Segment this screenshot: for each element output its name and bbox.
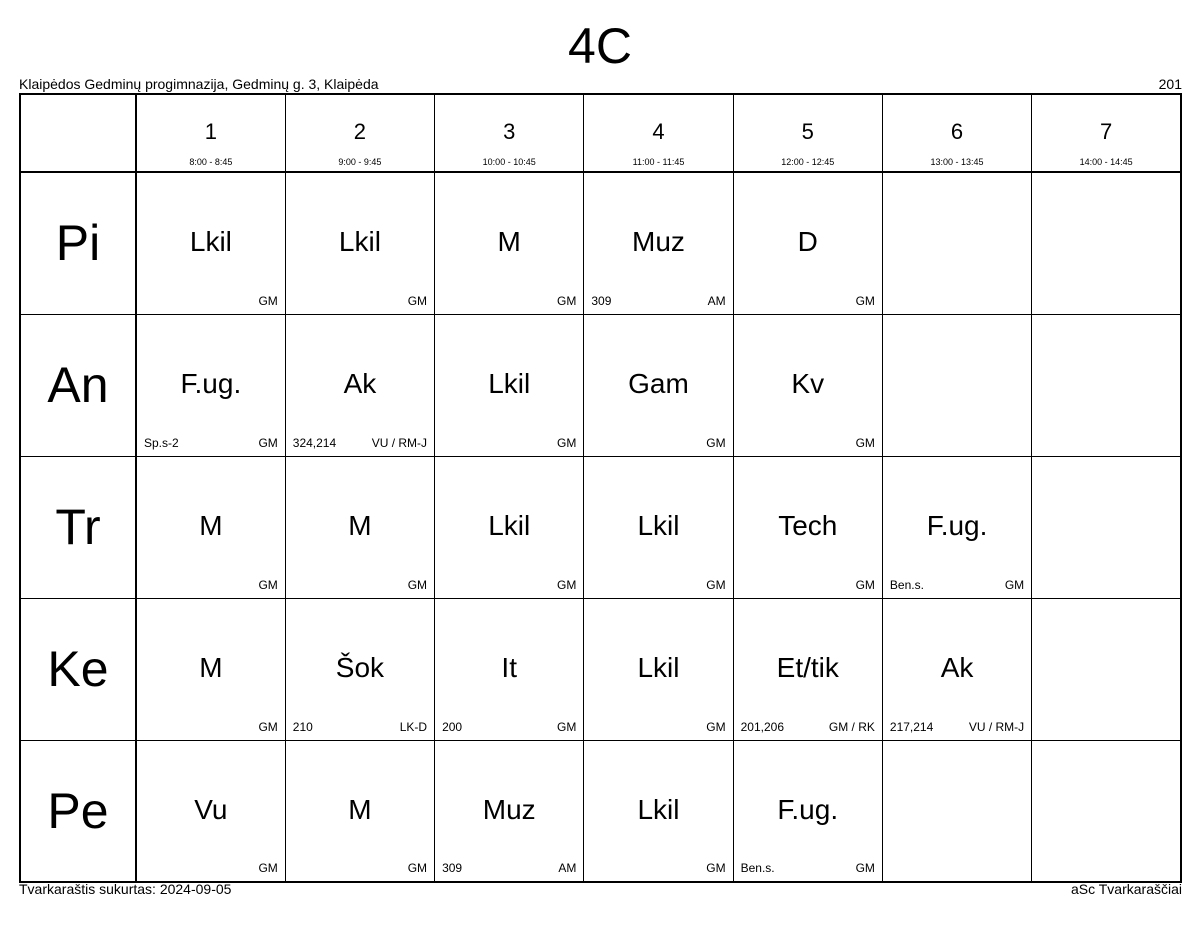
lesson-cell (882, 456, 1031, 598)
empty-lesson-cell (1032, 314, 1181, 456)
lesson-teacher: GM (706, 861, 726, 875)
period-time: 10:00 - 10:45 (482, 157, 536, 167)
lesson-cell (733, 598, 882, 740)
empty-lesson-cell (1032, 740, 1181, 882)
lesson-cell (136, 598, 285, 740)
lesson-cell (285, 598, 434, 740)
empty-lesson-cell (1032, 598, 1181, 740)
empty-lesson-cell (882, 740, 1031, 882)
lesson-subject: M (199, 509, 223, 541)
lesson-cell (733, 740, 882, 882)
period-header-1 (136, 94, 285, 172)
lesson-subject: Muz (632, 226, 685, 257)
period-time: 13:00 - 13:45 (930, 157, 984, 167)
lesson-teacher: GM (258, 293, 278, 308)
lesson-subject: F.ug. (926, 509, 988, 541)
day-name: An (47, 357, 109, 413)
lesson-subject: Muz (482, 793, 536, 825)
period-header-row (20, 94, 1181, 172)
day-row-pe (20, 740, 1181, 882)
lesson-cell (435, 598, 584, 740)
lesson-subject: Kv (791, 367, 825, 399)
day-header (20, 172, 136, 314)
lesson-teacher: GM (1004, 577, 1025, 592)
period-header-5 (733, 94, 882, 172)
day-name: Ke (47, 641, 109, 697)
lesson-subject: M (348, 793, 372, 825)
lesson-cell (435, 172, 584, 314)
day-header (20, 456, 136, 598)
period-number: 4 (652, 119, 665, 144)
lesson-classroom: Sp.s-2 (144, 435, 179, 450)
lesson-subject: Lkil (637, 793, 680, 825)
lesson-subject: F.ug. (777, 793, 839, 825)
empty-lesson-cell (1032, 456, 1181, 598)
lesson-subject: Lkil (189, 226, 232, 257)
lesson-subject: Et/tik (776, 651, 839, 683)
period-time: 14:00 - 14:45 (1079, 157, 1133, 167)
period-number: 2 (353, 119, 367, 144)
day-header (20, 598, 136, 740)
lesson-teacher: GM (557, 293, 577, 308)
lesson-cell (136, 314, 285, 456)
lesson-cell (435, 314, 584, 456)
lesson-teacher: AM (558, 861, 577, 875)
period-header-4 (584, 94, 733, 172)
corner-cell (20, 94, 136, 172)
period-header-2 (285, 94, 434, 172)
lesson-teacher: GM (706, 435, 726, 450)
period-number: 5 (801, 119, 814, 144)
lesson-cell (584, 172, 733, 314)
lesson-classroom: Ben.s. (740, 861, 775, 875)
day-row-tr (20, 456, 1181, 598)
lesson-teacher: GM (706, 577, 726, 592)
lesson-subject: It (501, 651, 517, 683)
lesson-teacher: GM (258, 435, 278, 450)
lesson-cell (584, 456, 733, 598)
period-number: 6 (950, 119, 964, 144)
lesson-cell (285, 740, 434, 882)
lesson-subject: Lkil (488, 509, 531, 541)
lesson-teacher: GM (258, 577, 278, 592)
lesson-subject: F.ug. (180, 367, 242, 399)
lesson-teacher: GM (557, 435, 577, 450)
lesson-subject: M (199, 651, 223, 683)
lesson-teacher: GM (855, 435, 875, 450)
lesson-cell (584, 314, 733, 456)
day-row-pi (20, 172, 1181, 314)
lesson-classroom: 309 (591, 293, 612, 308)
lesson-subject: Lkil (637, 651, 680, 683)
lesson-subject: D (797, 226, 818, 257)
lesson-classroom: 309 (442, 861, 463, 875)
lesson-classroom: 217,214 (889, 719, 934, 734)
period-number: 3 (503, 119, 516, 144)
lesson-cell (435, 456, 584, 598)
lesson-teacher: GM (258, 861, 278, 875)
period-number: 1 (204, 119, 218, 144)
period-number: 7 (1099, 119, 1113, 144)
lesson-cell (285, 456, 434, 598)
lesson-teacher: GM / RK (828, 719, 875, 734)
lesson-cell (882, 598, 1031, 740)
lesson-cell (285, 172, 434, 314)
lesson-teacher: VU / RM-J (371, 435, 428, 450)
lesson-cell (136, 172, 285, 314)
lesson-classroom: 201,206 (740, 719, 785, 734)
period-header-6 (882, 94, 1031, 172)
lesson-classroom: 324,214 (292, 435, 337, 450)
timetable-grid (19, 93, 1182, 883)
lesson-cell (733, 172, 882, 314)
creation-date: Tvarkaraštis sukurtas: 2024-09-05 (19, 881, 232, 897)
lesson-cell (733, 456, 882, 598)
empty-lesson-cell (1032, 172, 1181, 314)
lesson-subject: Lkil (338, 226, 381, 257)
school-name: Klaipėdos Gedminų progimnazija, Gedminų g. 3, Klaipėda (19, 76, 379, 92)
lesson-subject: M (348, 509, 372, 541)
period-time: 11:00 - 11:45 (632, 157, 685, 167)
lesson-cell (136, 456, 285, 598)
lesson-subject: Lkil (637, 509, 680, 541)
lesson-teacher: GM (407, 293, 428, 308)
day-name: Pe (47, 782, 109, 839)
lesson-subject: Šok (335, 651, 385, 683)
lesson-teacher: VU / RM-J (968, 719, 1025, 734)
lesson-cell (285, 314, 434, 456)
period-time: 12:00 - 12:45 (781, 157, 835, 167)
lesson-teacher: AM (707, 293, 726, 308)
lesson-teacher: GM (258, 719, 278, 734)
empty-lesson-cell (882, 172, 1031, 314)
lesson-subject: Gam (628, 367, 689, 399)
lesson-teacher: GM (557, 577, 577, 592)
room-number: 201 (1158, 76, 1182, 92)
day-row-an (20, 314, 1181, 456)
lesson-subject: Ak (343, 367, 377, 399)
lesson-cell (136, 740, 285, 882)
day-name: Tr (55, 499, 101, 555)
lesson-teacher: LK-D (399, 719, 428, 734)
period-time: 9:00 - 9:45 (338, 157, 382, 167)
lesson-teacher: GM (557, 719, 577, 734)
lesson-cell (733, 314, 882, 456)
lesson-teacher: GM (407, 577, 428, 592)
lesson-subject: M (497, 226, 521, 257)
lesson-cell (584, 740, 733, 882)
lesson-teacher: GM (855, 293, 875, 308)
empty-lesson-cell (882, 314, 1031, 456)
lesson-classroom: Ben.s. (889, 577, 924, 592)
lesson-subject: Lkil (488, 367, 531, 399)
day-header (20, 740, 136, 882)
lesson-teacher: GM (407, 861, 428, 875)
lesson-cell (584, 598, 733, 740)
lesson-teacher: GM (855, 577, 875, 592)
period-header-3 (435, 94, 584, 172)
brand-label: aSc Tvarkaraščiai (1070, 881, 1182, 897)
timetable-title: 4C (568, 18, 632, 74)
day-header (20, 314, 136, 456)
period-header-7 (1032, 94, 1181, 172)
lesson-classroom: 210 (292, 719, 313, 734)
lesson-teacher: GM (855, 861, 875, 875)
lesson-cell (435, 740, 584, 882)
lesson-teacher: GM (706, 719, 726, 734)
lesson-subject: Vu (194, 793, 228, 825)
lesson-subject: Ak (940, 651, 974, 683)
day-name: Pi (55, 215, 101, 272)
day-row-ke (20, 598, 1181, 740)
period-time: 8:00 - 8:45 (189, 157, 233, 167)
lesson-subject: Tech (778, 509, 838, 541)
lesson-classroom: 200 (442, 719, 463, 734)
